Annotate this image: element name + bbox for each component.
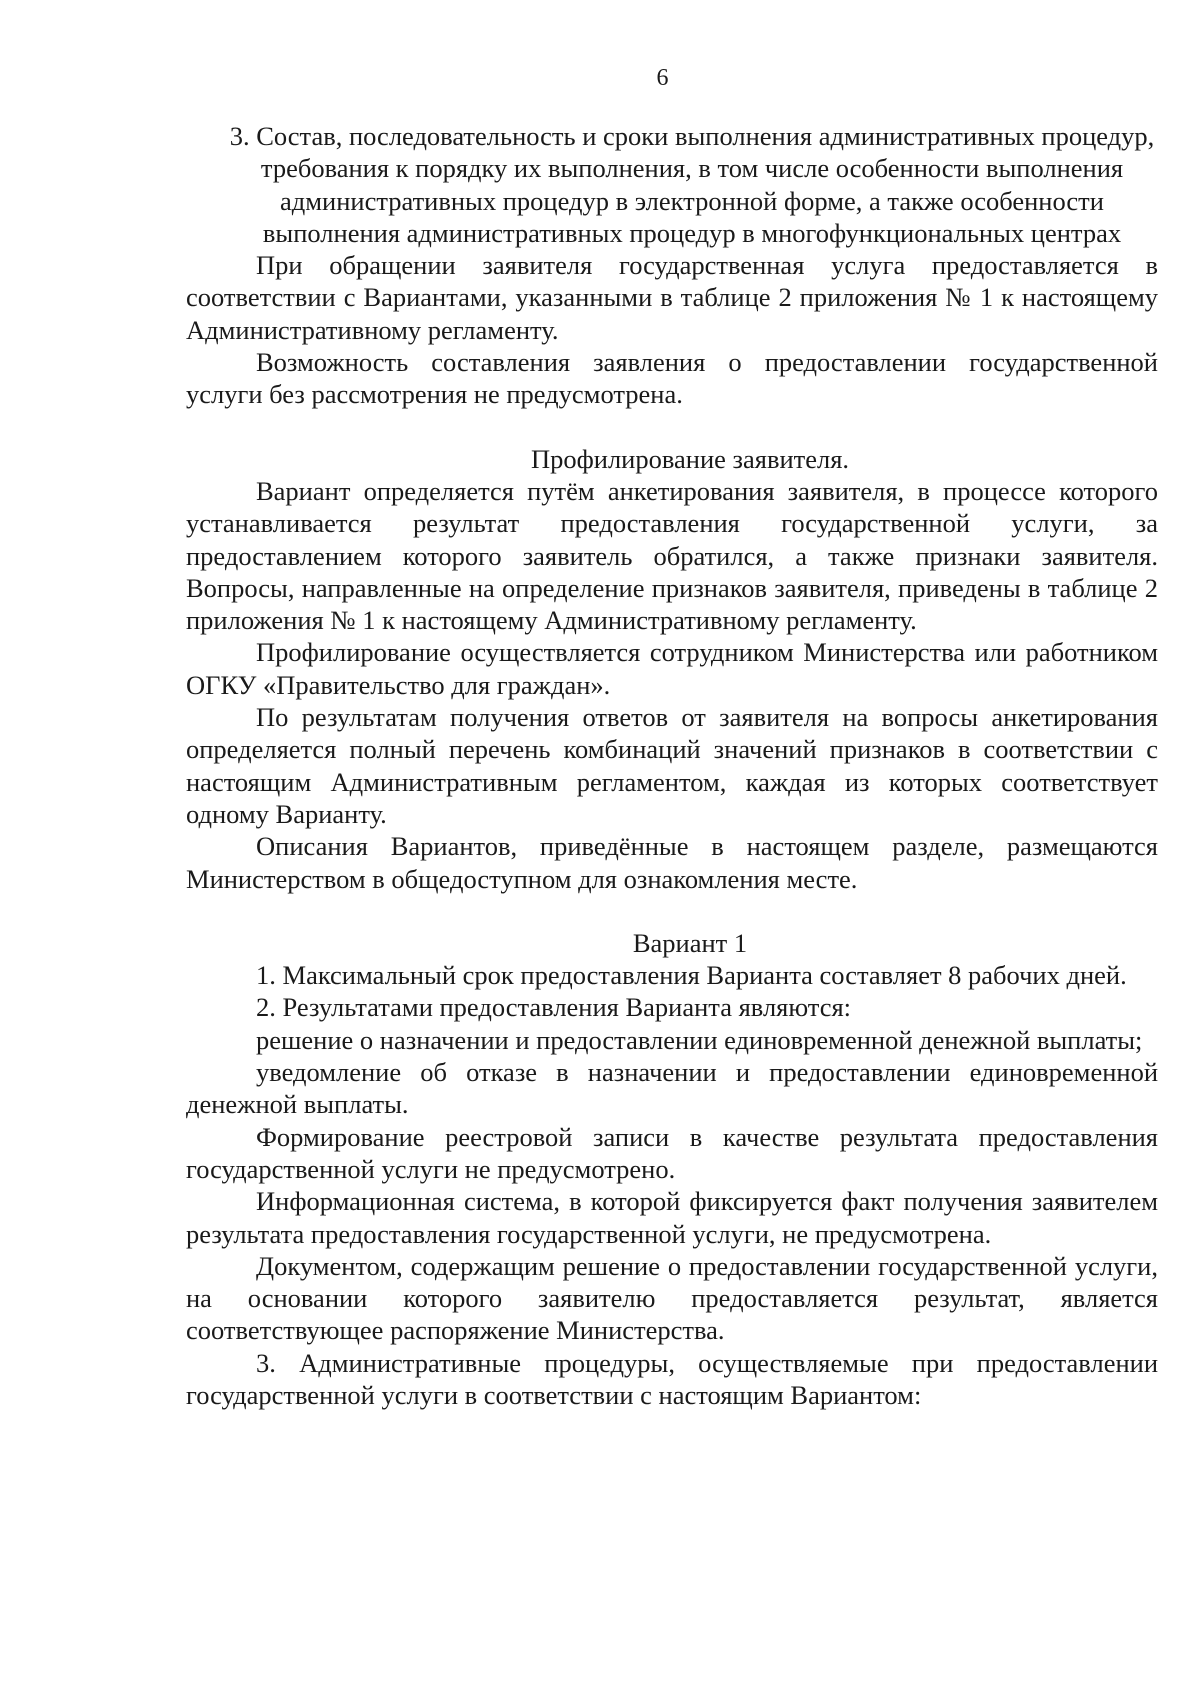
paragraph: 3. Административные процедуры, осуществляемые при предоставлении государственной услуги в соответствии с настоящим Вариантом: — [186, 1347, 1158, 1410]
paragraph: Документом, содержащим решение о предоставлении государственной услуги, на основании которого заявителю предоставляется результат, является соответствующее распоряжение Министерства. — [186, 1250, 1158, 1346]
profiling-heading: Профилирование заявителя. — [530, 443, 850, 474]
paragraph: При обращении заявителя государственная услуга предоставляется в соответствии с Вариантами, указанными в таблице 2 приложения № 1 к настоящему Административному регламенту. — [186, 250, 1158, 345]
spacer — [186, 411, 1158, 443]
paragraph: Информационная система, в которой фиксируется факт получения заявителем результата предоставления государственной услуги, не предусмотрена. — [186, 1186, 1158, 1249]
paragraph: Профилирование осуществляется сотрудником Министерства или работником ОГКУ «Правительство для граждан». — [186, 637, 1158, 700]
variant-heading: Вариант 1 — [632, 927, 748, 958]
paragraph: решение о назначении и предоставлении единовременной денежной выплаты; — [256, 1024, 1143, 1055]
section-title: 3. Состав, последовательность и сроки выполнения административных процедур, требования к порядку их выполнения, в том числе особенности выполнения административных процедур в электронной форме, а также особенности выполнения административных процедур в многофункциональных центрах — [229, 121, 1155, 248]
paragraph: Вариант определяется путём анкетирования заявителя, в процессе которого устанавливается результат предоставления государственной услуги, за предоставлением которого заявитель обратился, а также признаки заявителя. Вопросы, направленные на определение признаков заявителя, приведены в таблице 2 приложения № 1 к настоящему Административному регламенту. — [186, 475, 1158, 636]
paragraph: 1. Максимальный срок предоставления Варианта составляет 8 рабочих дней. — [256, 960, 1127, 991]
spacer — [186, 895, 1158, 927]
paragraph: По результатам получения ответов от заявителя на вопросы анкетирования определяется полный перечень комбинаций значений признаков в соответствии с настоящим Административным регламентом, каждая из которых соответствует одному Варианту. — [186, 702, 1158, 829]
paragraph: уведомление об отказе в назначении и предоставлении единовременной денежной выплаты. — [186, 1057, 1158, 1120]
paragraph: Возможность составления заявления о предоставлении государственной услуги без рассмотрения не предусмотрена. — [186, 347, 1158, 410]
page-number: 6 — [656, 65, 669, 91]
paragraph: Описания Вариантов, приведённые в настоящем разделе, размещаются Министерством в общедоступном для ознакомления месте. — [186, 831, 1158, 894]
document-body — [186, 120, 1158, 1411]
paragraph: 2. Результатами предоставления Варианта являются: — [256, 992, 852, 1023]
paragraph: Формирование реестровой записи в качестве результата предоставления государственной услуги не предусмотрено. — [186, 1121, 1158, 1184]
